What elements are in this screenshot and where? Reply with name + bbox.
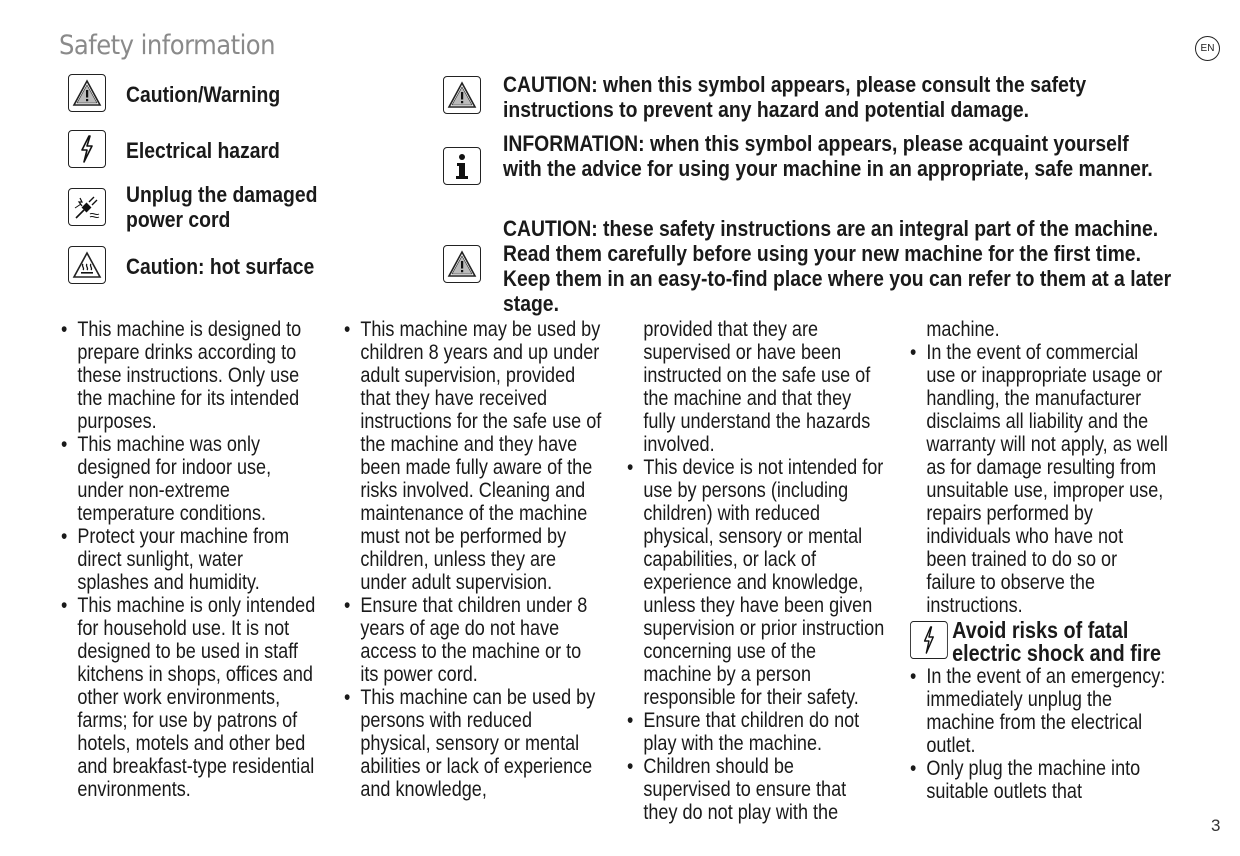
list-item: • This machine is only intended for household use. It is not designed to be used in staff kitchens in shops, offices and other work environments, farms; for use by patrons of hotels, motels and other bed and breakfast-type residential environments. (61, 594, 319, 801)
warning-triangle-icon (68, 74, 106, 112)
column-3 (627, 318, 885, 824)
list-item: • This device is not intended for use by persons (including children) with reduced physical, sensory or mental capabilities, or lack of experience and knowledge, unless they have been given supervision or prior instruction concerning use of the machine by a person responsible for their safety. (627, 456, 885, 709)
lightning-bolt-icon (68, 130, 106, 168)
list-item: • Ensure that children do not play with the machine. (627, 709, 885, 755)
list-item: • In the event of an emergency: immediately unplug the machine from the electrical outlet. (910, 665, 1168, 757)
notice-caution-consult: CAUTION: when this symbol appears, please consult the safety instructions to prevent any hazard and potential damage. (503, 72, 1087, 122)
column-2 (344, 318, 602, 801)
notice-information: INFORMATION: when this symbol appears, please acquaint yourself with the advice for using your machine in an appropriate, safe manner. (503, 131, 1153, 181)
column-1 (61, 318, 319, 801)
hot-surface-icon (68, 246, 106, 284)
list-item-continuation: machine. (926, 318, 1000, 341)
section-heading-text: Avoid risks of fatal electric shock and fire (952, 617, 1162, 666)
notice-caution-integral: CAUTION: these safety instructions are an integral part of the machine. Read them carefully before using your new machine for the first time. Keep them in an easy-to-find place where you can refer to them at a later stage. (503, 216, 1172, 316)
legend-label-caution: Caution/Warning (126, 82, 281, 107)
list-item: • In the event of commercial use or inappropriate usage or handling, the manufacturer disclaims all liability and the warranty will not apply, as well as for damage resulting from unsuitable use, improper use, repairs performed by individuals who have not been trained to do so or failure to observe the instructions. (910, 341, 1168, 617)
column-4 (910, 318, 1168, 803)
list-item: • Children should be supervised to ensure that they do not play with the (627, 755, 885, 824)
unplug-cord-icon (68, 188, 106, 226)
warning-triangle-icon (443, 76, 481, 114)
legend-label-unplug-line2: power cord (126, 207, 231, 232)
list-item: • This machine was only designed for indoor use, under non-extreme temperature conditions. (61, 433, 319, 525)
section-heading-electric-shock (910, 619, 1168, 665)
list-item: • This machine may be used by children 8 years and up under adult supervision, provided that they have received instructions for the safe use of the machine and they have been made fully aware of the risks involved. Cleaning and maintenance of the machine must not be performed by children, unless they are under adult supervision. (344, 318, 602, 594)
page-title: Safety information (59, 30, 275, 61)
warning-triangle-icon (443, 245, 481, 283)
list-item: • Ensure that children under 8 years of age do not have access to the machine or to its power cord. (344, 594, 602, 686)
list-item: • This machine can be used by persons with reduced physical, sensory or mental abilities or lack of experience and knowledge, (344, 686, 602, 801)
legend-label-unplug-line1: Unplug the damaged (126, 182, 318, 207)
lightning-bolt-icon (910, 621, 948, 659)
list-item: • Only plug the machine into suitable outlets that (910, 757, 1168, 803)
legend-label-electrical: Electrical hazard (126, 138, 280, 163)
page-number: 3 (1211, 816, 1221, 835)
info-icon (443, 147, 481, 185)
list-item-continuation: provided that they are supervised or have been instructed on the safe use of the machine and that they fully understand the hazards involved. (643, 318, 871, 456)
legend-label-unplug (126, 182, 317, 232)
language-badge: EN (1195, 36, 1220, 61)
list-item: • Protect your machine from direct sunlight, water splashes and humidity. (61, 525, 319, 594)
legend-label-hot-surface: Caution: hot surface (126, 254, 315, 279)
list-item: • This machine is designed to prepare drinks according to these instructions. Only use the machine for its intended purposes. (61, 318, 319, 433)
